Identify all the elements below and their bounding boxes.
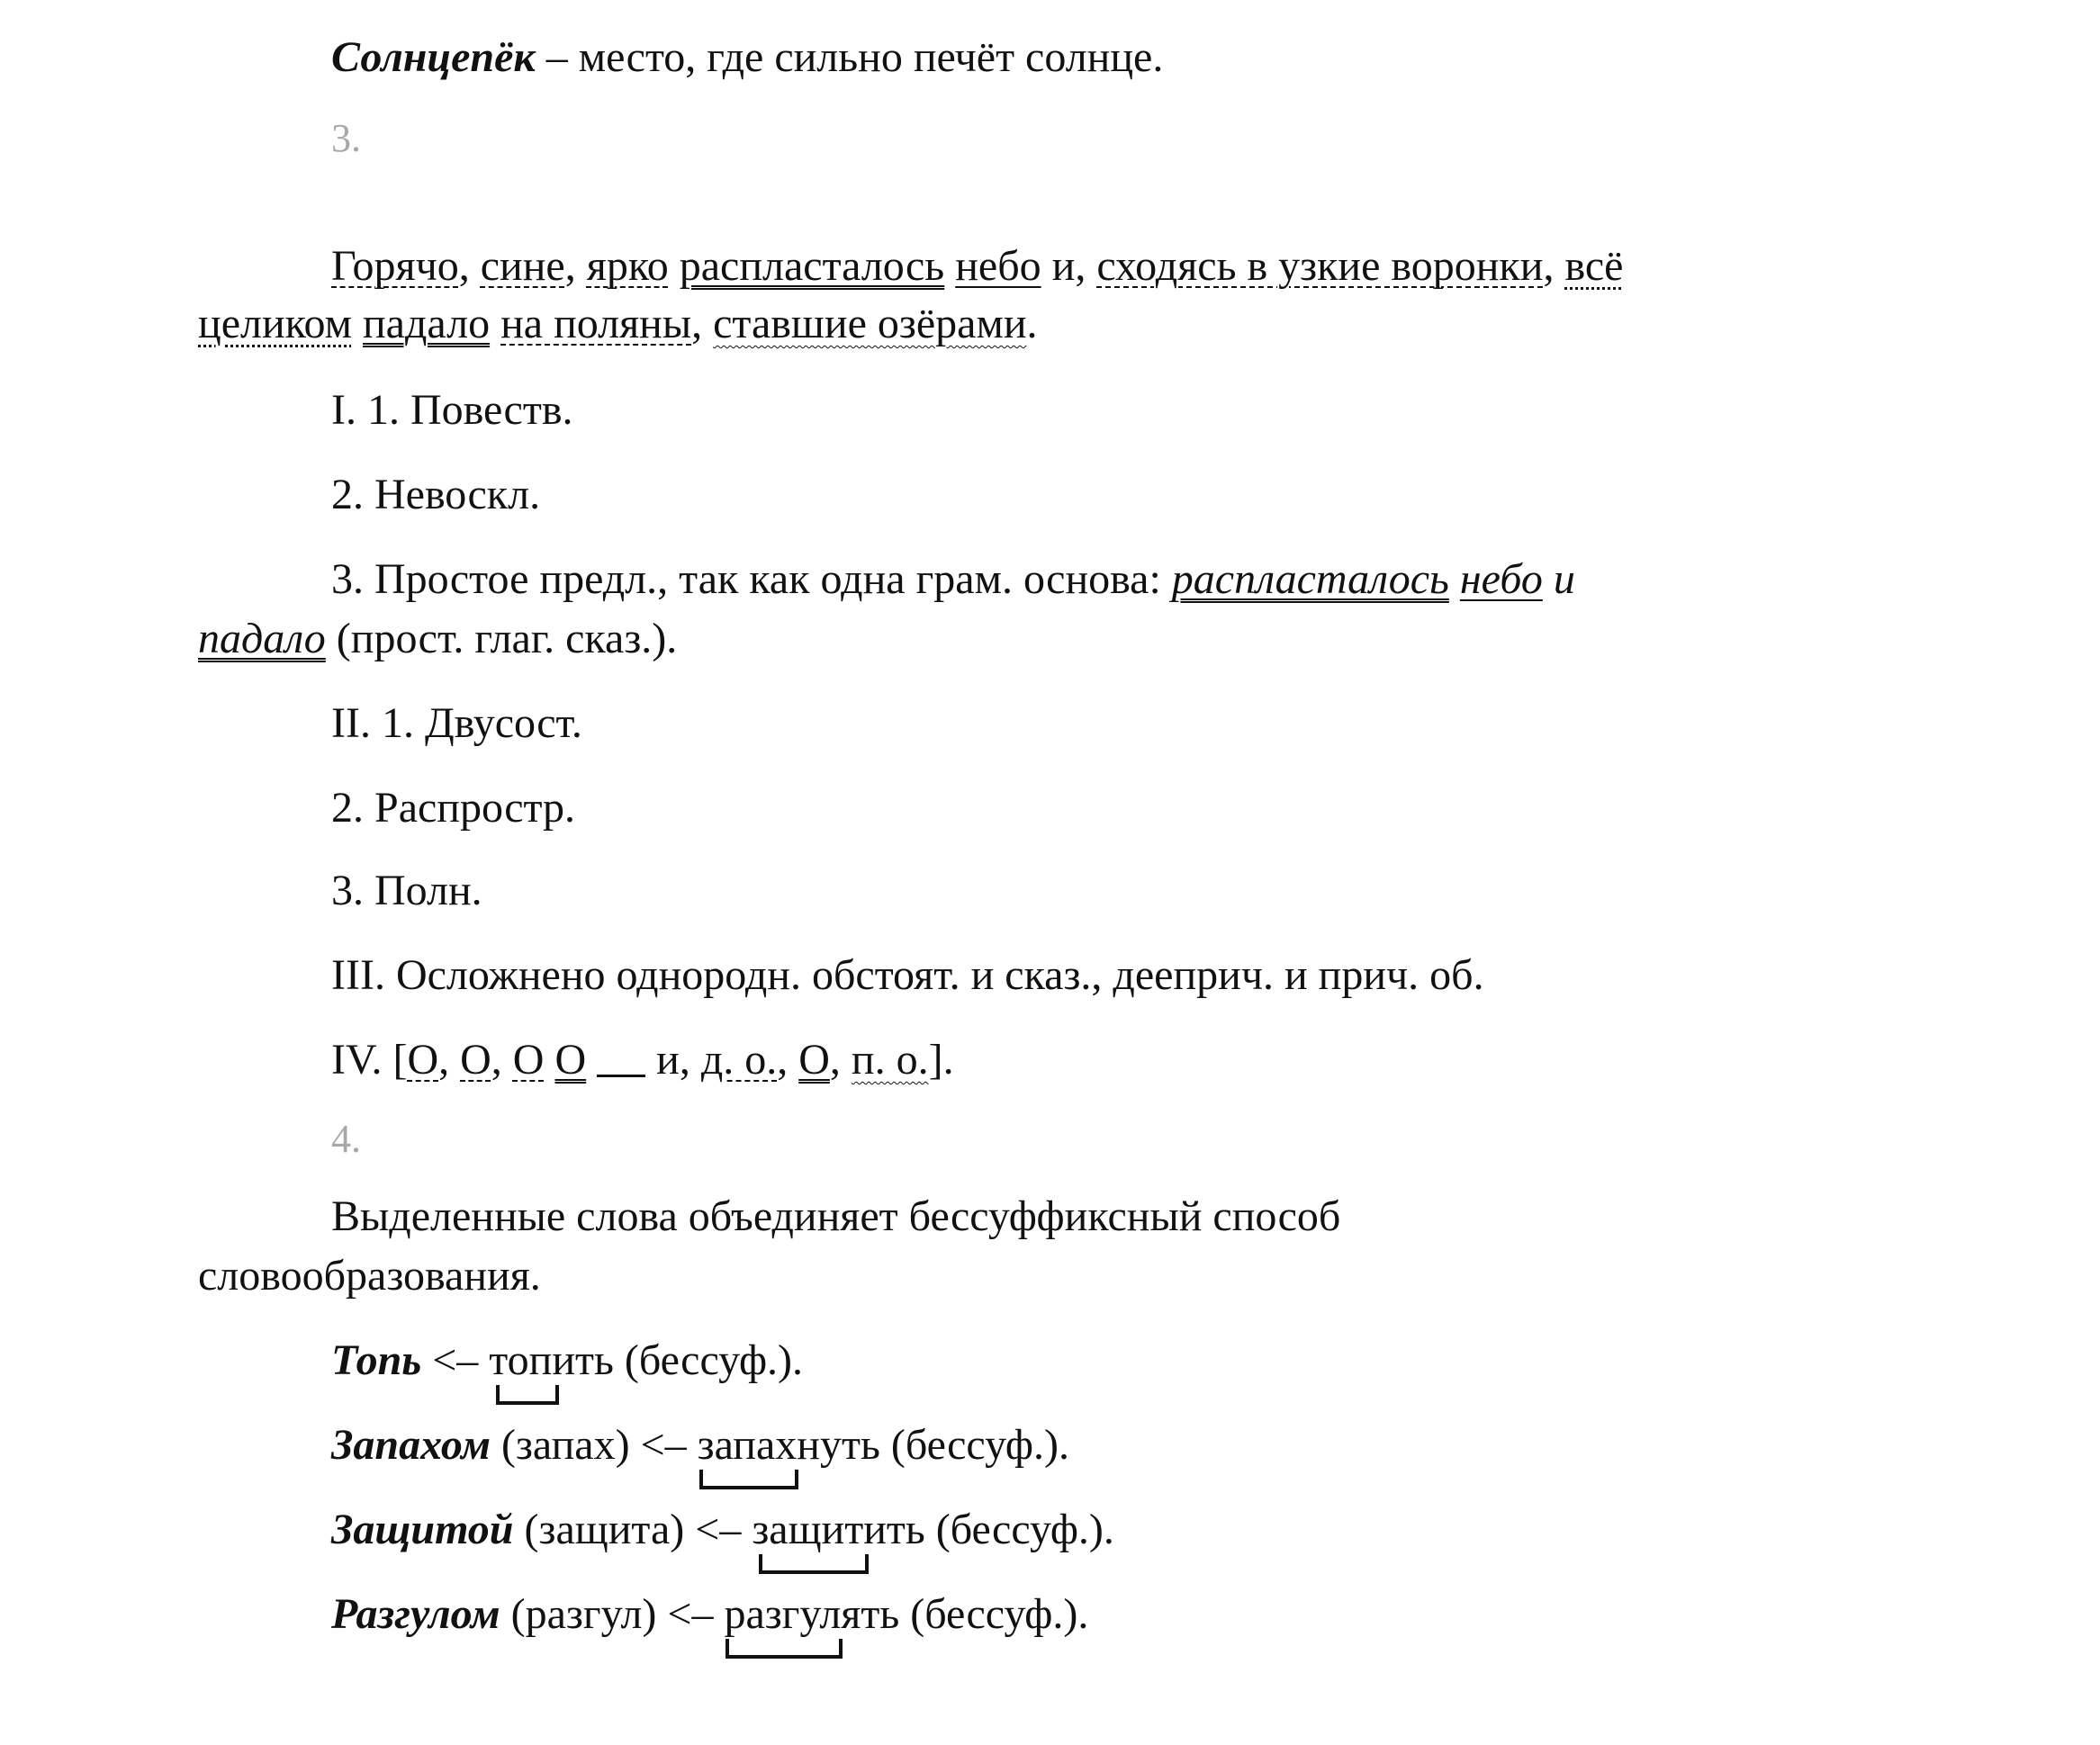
derivation-line: Защитой (защита) <– защит ить (бессуф.).: [331, 1501, 1114, 1559]
scheme-adverbial: О: [512, 1036, 545, 1084]
derivation-base: топ: [489, 1332, 552, 1390]
attribute-word: всё: [1564, 242, 1624, 290]
analysis-item-ii2: 2. Распростр.: [331, 784, 576, 832]
participle-phrase: ставшие озёрами: [713, 300, 1027, 347]
base-bracket-mark: [496, 1385, 559, 1405]
derived-word: Защитой: [331, 1506, 514, 1553]
predicate-word: падало: [362, 300, 491, 347]
scheme-adverbial: О: [407, 1036, 439, 1084]
definition-text: – место, где сильно печёт солнце.: [535, 33, 1164, 81]
adverbial-word: сине: [480, 242, 565, 290]
section-4-intro-line-2: словообразования.: [198, 1252, 541, 1300]
predicate-word: падало: [198, 615, 326, 662]
analyzed-sentence-line-2: целиком падало на поляны, ставшие озёрами.: [198, 300, 1038, 347]
scheme-participle: п. о.: [851, 1036, 929, 1084]
derivation-line: Разгулом (разгул) <– разгул ять (бессуф.).: [331, 1586, 1088, 1643]
section-number-3: 3.: [331, 116, 361, 160]
scheme-adverbial: О: [460, 1036, 491, 1084]
analysis-item-ii3: 3. Полн.: [331, 867, 482, 914]
adverbial-word: Горячо: [331, 242, 459, 290]
participial-adverb-phrase: сходясь в узкие воронки: [1096, 242, 1544, 290]
attribute-word: целиком: [198, 300, 352, 347]
adverbial-word: ярко: [586, 242, 669, 290]
derived-word: Разгулом: [331, 1590, 500, 1638]
subject-word: небо: [955, 242, 1041, 290]
scheme-subject-blank: [597, 1035, 645, 1077]
analysis-item-i1: I. 1. Повеств.: [331, 386, 573, 434]
scheme-predicate: О: [554, 1036, 587, 1084]
derivation-line: Запахом (запах) <– запах нуть (бессуф.).: [331, 1417, 1069, 1474]
defined-term: Солнцепёк: [331, 33, 536, 81]
derivation-line: Топь <– топ ить (бессуф.).: [331, 1332, 803, 1390]
derivation-base: защит: [752, 1501, 863, 1559]
derivation-base: разгул: [724, 1586, 841, 1643]
base-bracket-mark: [759, 1554, 869, 1574]
derived-word: Топь: [331, 1336, 422, 1384]
analyzed-sentence-line-1: Горячо, сине, ярко распласталось небо и, сходясь в узкие воронки, всё: [331, 242, 1624, 290]
analysis-item-iii: III. Осложнено однородн. обстоят. и сказ., дееприч. и прич. об.: [331, 951, 1484, 999]
section-4-intro-line-1: Выделенные слова объединяет бессуффиксный способ: [331, 1192, 1341, 1240]
analysis-item-ii1: II. 1. Двусост.: [331, 699, 582, 747]
scheme-predicate: О: [798, 1036, 830, 1084]
derived-word: Запахом: [331, 1421, 491, 1469]
scheme-participial-adverb: д. о.: [700, 1036, 778, 1084]
definition-line: [331, 29, 1163, 86]
sentence-scheme: IV. [О, О, О О и, д. о., О, п. о.].: [331, 1036, 954, 1084]
analysis-item-i3-line-2: падало (прост. глаг. сказ.).: [198, 615, 678, 662]
base-bracket-mark: [726, 1639, 843, 1659]
derivation-base: запах: [698, 1417, 798, 1474]
subject-word: небо: [1459, 555, 1543, 603]
adverbial-phrase: на поляны: [500, 300, 692, 347]
predicate-word: распласталось: [1171, 555, 1449, 603]
analysis-item-i3-line-1: 3. Простое предл., так как одна грам. основа: распласталось небо и: [331, 555, 1575, 603]
section-number-4: 4.: [331, 1117, 361, 1161]
analysis-item-i2: 2. Невоскл.: [331, 471, 541, 518]
base-bracket-mark: [699, 1470, 799, 1489]
predicate-word: распласталось: [679, 242, 945, 290]
